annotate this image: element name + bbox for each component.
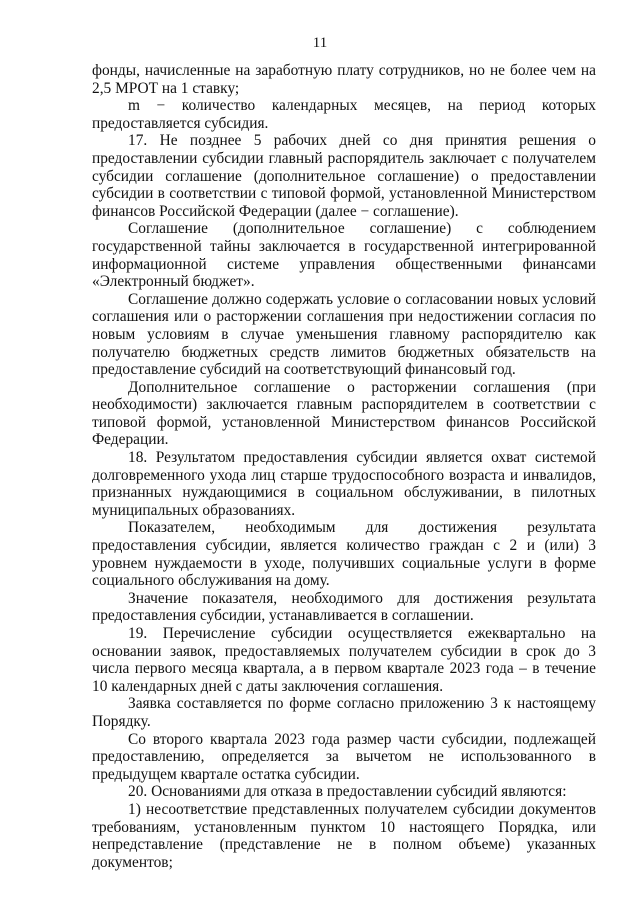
paragraph-continuation-funds: фонды, начисленные на заработную плату сотрудников, но не более чем на 2,5 МРОТ на 1 ставку; [92,62,596,97]
paragraph-18: 18. Результатом предоставления субсидии является охват системой долговременного ухода лиц старше трудоспособного возраста и инвалидов, признанных нуждающимися в социальном обслуживании, в пилотных муниципальных образованиях. [92,449,596,519]
paragraph-17: 17. Не позднее 5 рабочих дней со дня принятия решения о предоставлении субсидии главный распорядитель заключает с получателем субсидии соглашение (дополнительное соглашение) о предоставлении субсидии в соответствии с типовой формой, установленной Министерством финансов Российской Федерации (далее − соглашение). [92,132,596,220]
paragraph-termination-agreement: Дополнительное соглашение о расторжении соглашения (при необходимости) заключается главным распорядителем в соответствии с типовой формой, установленной Министерством финансов Российской Федерации. [92,378,596,449]
paragraph-second-quarter: Со второго квартала 2023 года размер части субсидии, подлежащей предоставлению, определяется за вычетом не использованного в предыдущем квартале остатка субсидии. [92,730,596,783]
document-body [92,62,596,871]
paragraph-indicator-value: Значение показателя, необходимого для достижения результата предоставления субсидии, устанавливается в соглашении. [92,589,596,625]
paragraph-agreement-state-secret: Соглашение (дополнительное соглашение) с соблюдением государственной тайны заключается в государственной интегрированной информационной системе управления общественными финансами «Электронный бюджет». [92,220,596,291]
paragraph-agreement-conditions: Соглашение должно содержать условие о согласовании новых условий соглашения или о расторжении соглашения при недостижении согласия по новым условиям в случае уменьшения главному распорядителю как получателю бюджетных средств лимитов бюджетных обязательств на предоставление субсидий на соответствующий финансовый год. [92,290,596,379]
paragraph-m-definition: m − количество календарных месяцев, на период которых предоставляется субсидия. [92,97,596,132]
paragraph-application-form: Заявка составляется по форме согласно приложению 3 к настоящему Порядку. [92,695,596,730]
page-number: 11 [312,35,328,51]
paragraph-19: 19. Перечисление субсидии осуществляется ежеквартально на основании заявок, предоставляемых получателем субсидии в срок до 3 числа первого месяца квартала, а в первом квартале 2023 года – в течение 10 календарных дней с даты заключения соглашения. [92,625,596,695]
paragraph-20-item-1: 1) несоответствие представленных получателем субсидии документов требованиям, установленным пунктом 10 настоящего Порядка, или непредставление (представление не в полном объеме) указанных документов; [92,800,596,871]
paragraph-indicator: Показателем, необходимым для достижения результата предоставления субсидии, является количество граждан с 2 и (или) 3 уровнем нуждаемости в уходе, получивших социальные услуги в форме социального обслуживания на дому. [92,519,596,590]
paragraph-20: 20. Основаниями для отказа в предоставлении субсидий являются: [128,783,567,801]
